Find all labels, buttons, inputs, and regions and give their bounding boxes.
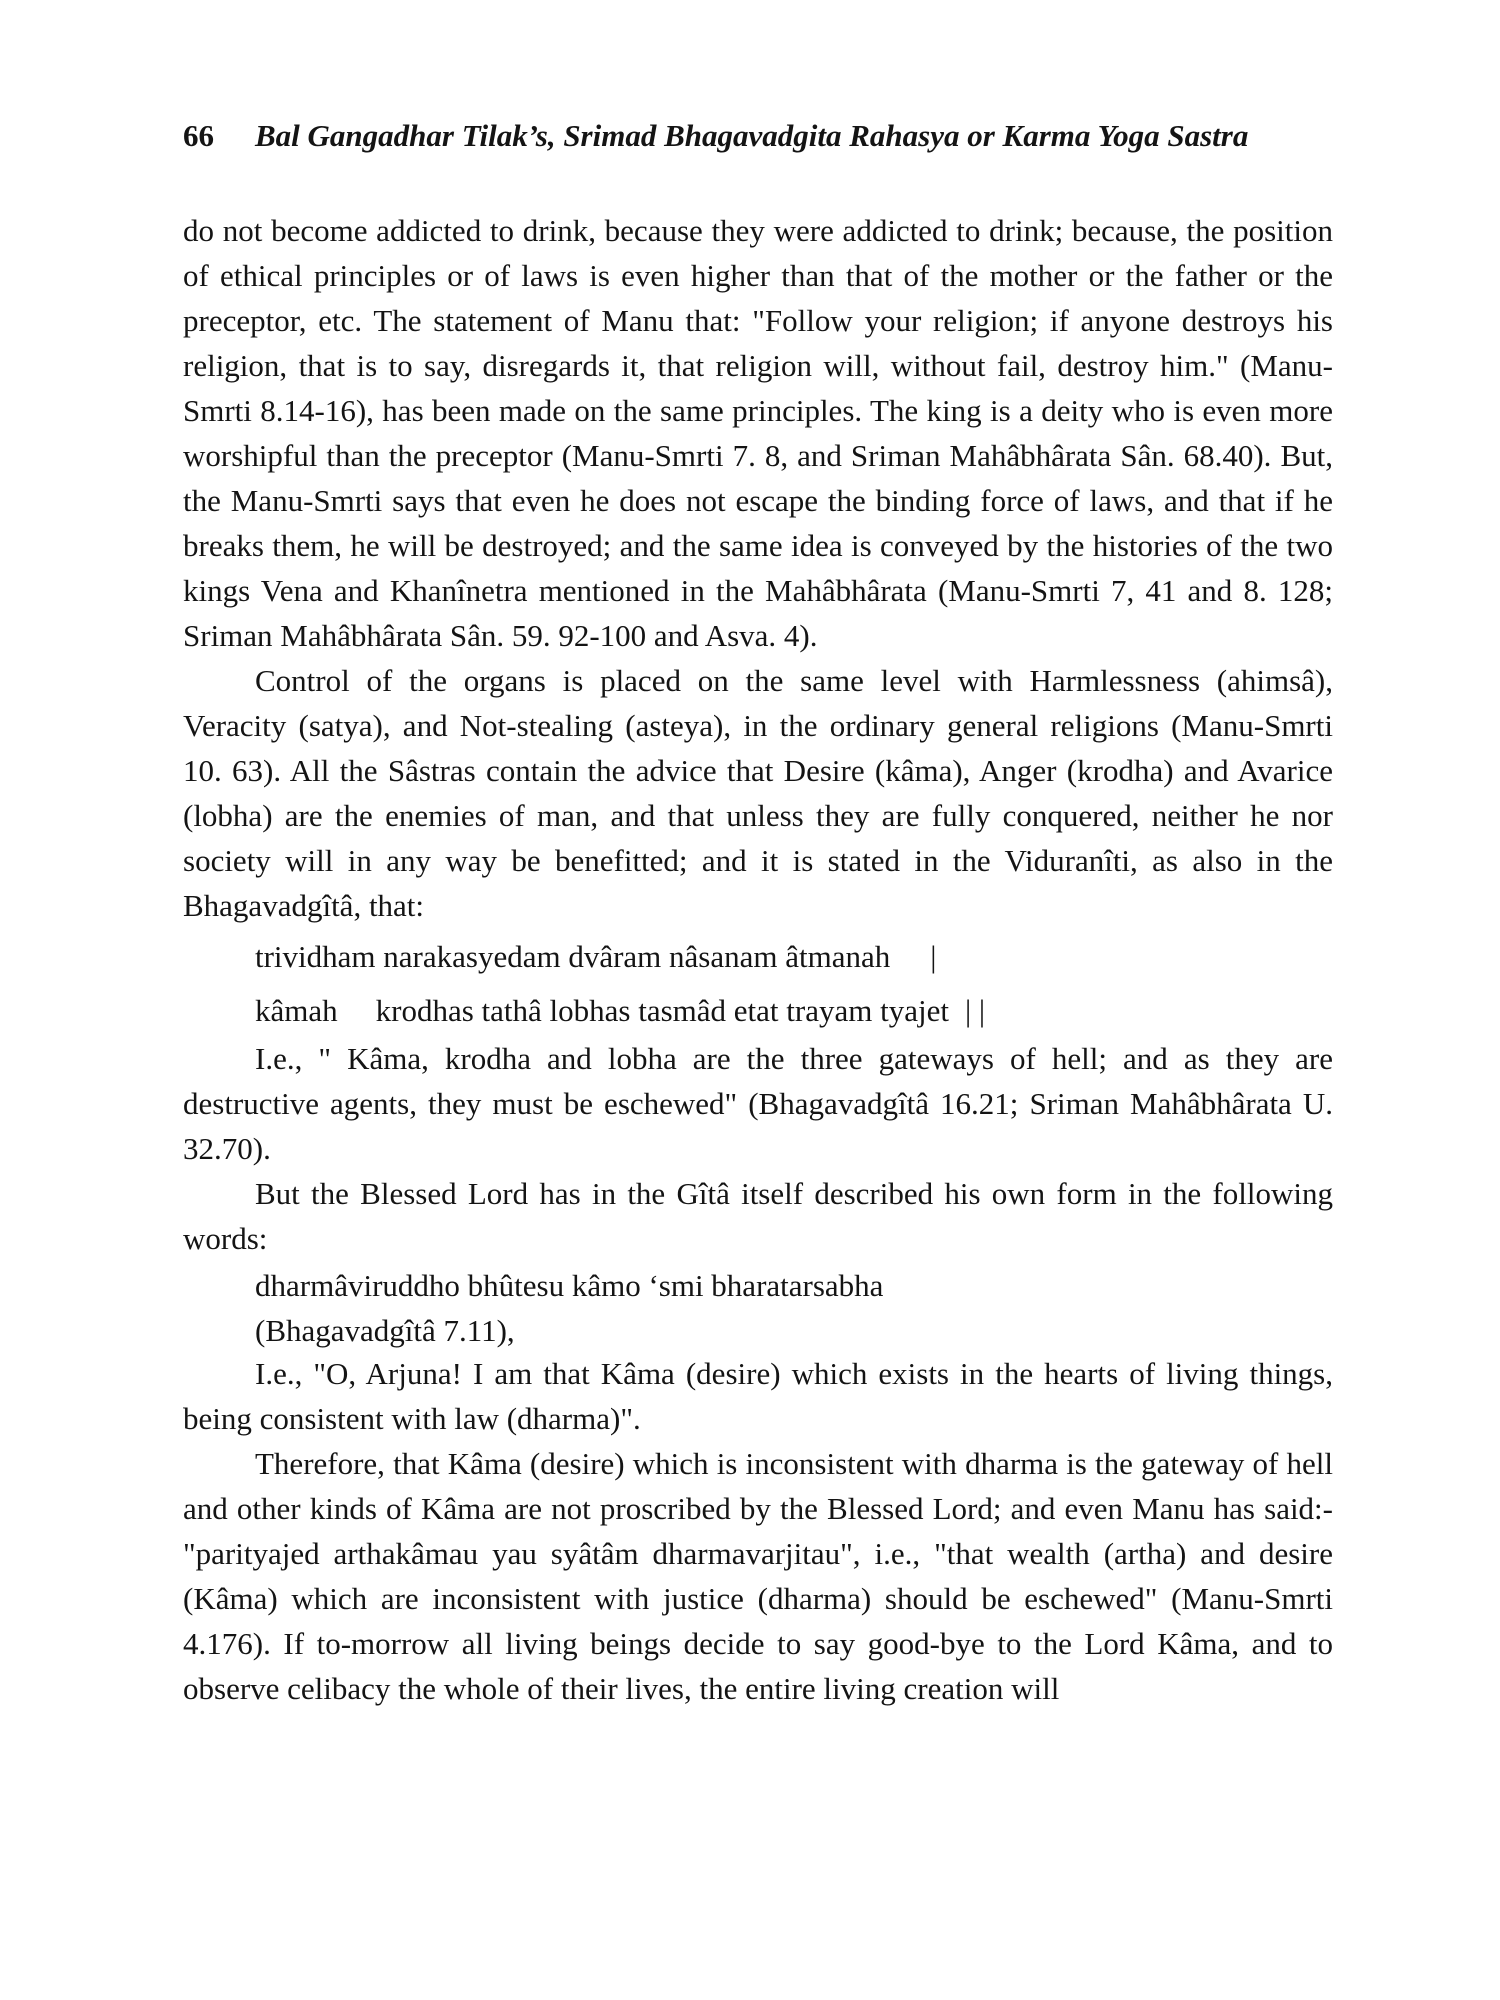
- verse-1-line-1: [183, 928, 1333, 986]
- verse-1-line-2-text: krodhas tathâ lobhas tasmâd etat trayam tyajet: [375, 993, 949, 1028]
- page-header: [183, 118, 1333, 168]
- paragraph-5: I.e., "O, Arjuna! I am that Kâma (desire) which exists in the hearts of living things, being consistent with law (dharma)".: [183, 1356, 1333, 1436]
- paragraph-1: do not become addicted to drink, because they were addicted to drink; because, the position of ethical principles or of laws is even higher than that of the mother or the father or the preceptor, etc. The statement of Manu that: "Follow your religion; if anyone destroys his religion, that is to say, disregards it, that religion will, without fail, destroy him." (Manu-Smrti 8.14-16), has been made on the same principles. The king is a deity who is even more worshipful than the preceptor (Manu-Smrti 7. 8, and Sriman Mahâbhârata Sân. 68.40). But, the Manu-Smrti says that even he does not escape the binding force of laws, and that if he breaks them, he will be destroyed; and the same idea is conveyed by the histories of the two kings Vena and Khanînetra mentioned in the Mahâbhârata (Manu-Smrti 7, 41 and 8. 128; Sriman Mahâbhârata Sân. 59. 92-100 and Asva. 4).: [183, 213, 1333, 653]
- paragraph-2: Control of the organs is placed on the same level with Harmlessness (ahimsâ), Veracity (satya), and Not-stealing (asteya), in the ordinary general religions (Manu-Smrti 10. 63). All the Sâstras contain the advice that Desire (kâma), Anger (krodha) and Avarice (lobha) are the enemies of man, and that unless they are fully conquered, neither he nor society will in any way be benefitted; and it is stated in the Viduranîti, as also in the Bhagavadgîtâ, that:: [183, 663, 1333, 923]
- verse-1-line-2: [183, 986, 1333, 1036]
- verse-1-line-1-text: trividham narakasyedam dvâram nâsanam âtmanah: [255, 939, 891, 974]
- verse-2-line-1: dharmâviruddho bhûtesu kâmo ‘smi bharatarsabha: [255, 1268, 884, 1303]
- verse-1-line-1-mark: |: [930, 939, 937, 974]
- book-page: [183, 118, 1333, 1711]
- verse-1-line-2-word: kâmah: [255, 993, 338, 1028]
- page-number: 66: [183, 118, 214, 153]
- paragraph-4: But the Blessed Lord has in the Gîtâ itself described his own form in the following words:: [183, 1176, 1333, 1256]
- verse-1-line-2-mark: | |: [964, 993, 986, 1028]
- verse-2-line-2: (Bhagavadgîtâ 7.11),: [255, 1313, 515, 1348]
- paragraph-3: I.e., " Kâma, krodha and lobha are the three gateways of hell; and as they are destructive agents, they must be eschewed" (Bhagavadgîtâ 16.21; Sriman Mahâbhârata U. 32.70).: [183, 1041, 1333, 1166]
- paragraph-6: Therefore, that Kâma (desire) which is inconsistent with dharma is the gateway of hell and other kinds of Kâma are not proscribed by the Blessed Lord; and even Manu has said:-"parityajed arthakâmau yau syâtâm dharmavarjitau", i.e., "that wealth (artha) and desire (Kâma) which are inconsistent with justice (dharma) should be eschewed" (Manu-Smrti 4.176). If to-morrow all living beings decide to say good-bye to the Lord Kâma, and to observe celibacy the whole of their lives, the entire living creation will: [183, 1446, 1333, 1706]
- page-body: [183, 208, 1333, 1711]
- running-title: Bal Gangadhar Tilak’s, Srimad Bhagavadgita Rahasya or Karma Yoga Sastra: [255, 118, 1249, 153]
